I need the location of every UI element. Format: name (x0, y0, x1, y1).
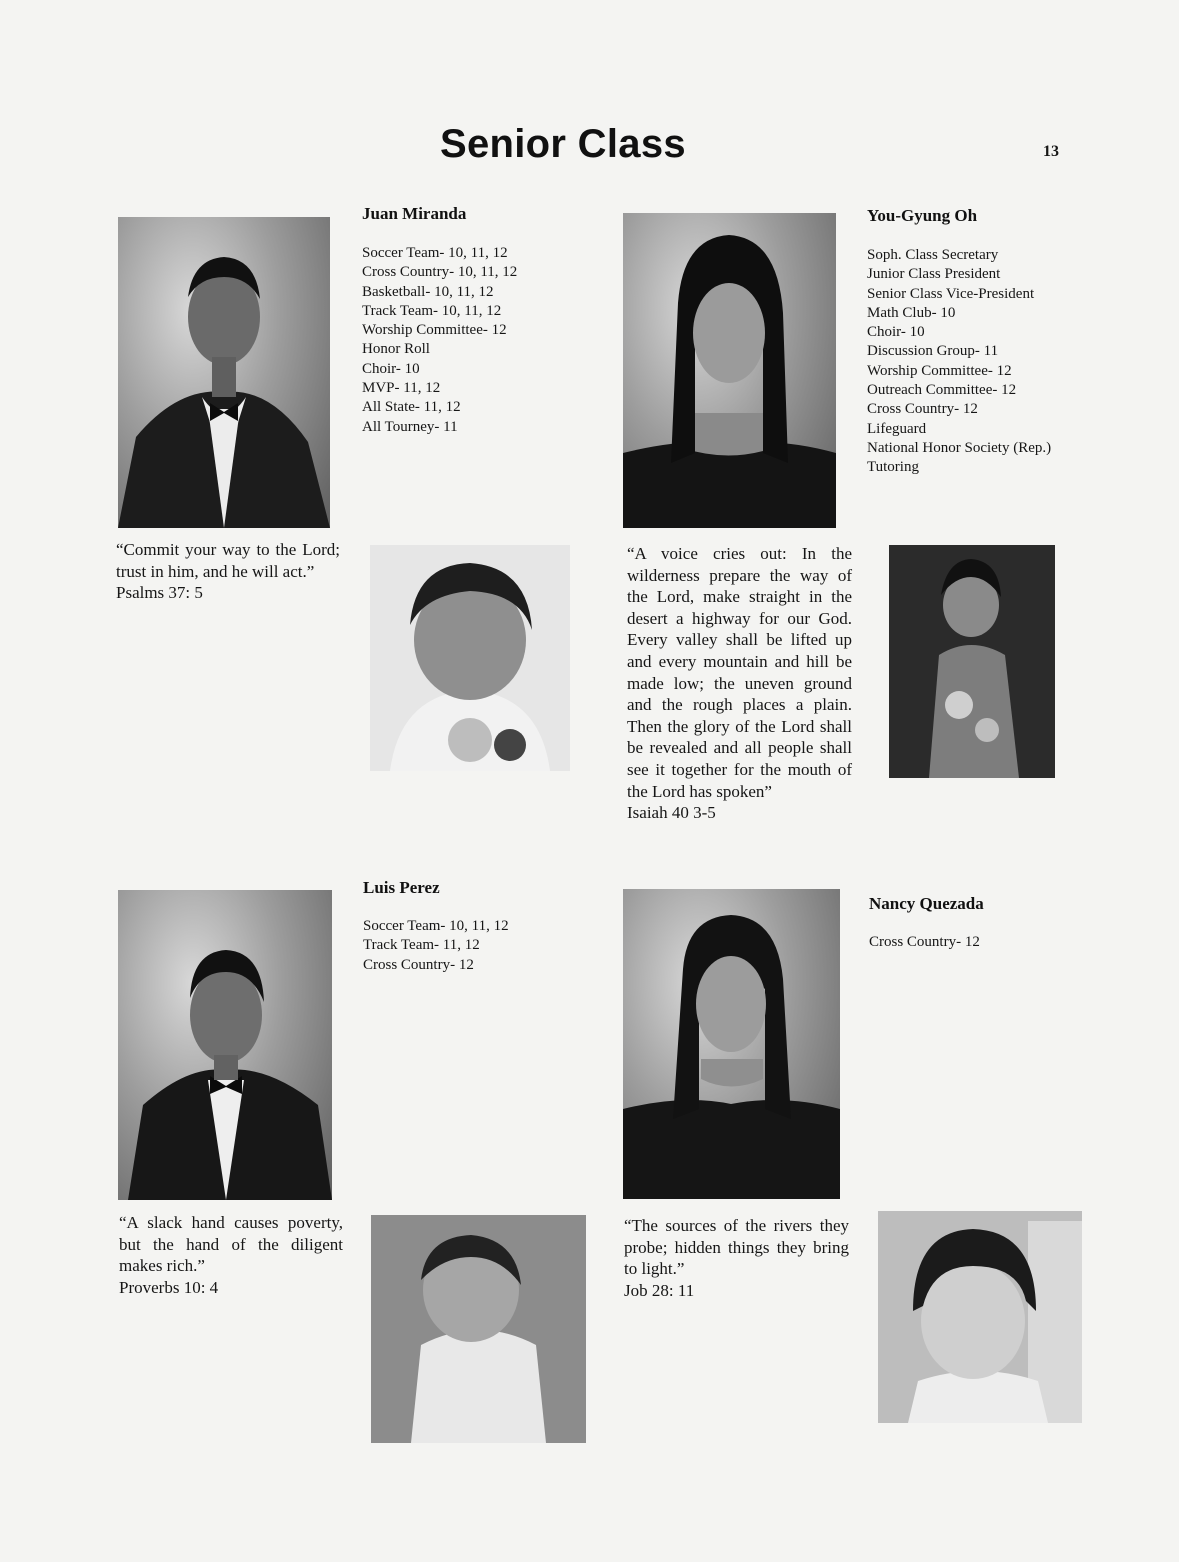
senior-portrait-nancy-quezada (623, 889, 840, 1199)
activity-item: Cross Country- 12 (867, 401, 978, 418)
page-title: Senior Class (440, 122, 686, 166)
student-name: You-Gyung Oh (867, 206, 978, 225)
activity-item: Choir- 10 (362, 360, 420, 377)
activity-item: Junior Class President (867, 266, 1001, 283)
activity-list (869, 933, 1069, 952)
quote-text: “A slack hand causes poverty, but the hand of the diligent makes rich.” (119, 1213, 343, 1276)
activity-item: Cross Country- 12 (869, 934, 980, 950)
baby-photo-luis-perez (371, 1215, 586, 1443)
activity-item: Soccer Team- 10, 11, 12 (363, 918, 509, 934)
senior-quote (624, 1215, 849, 1301)
quote-reference: Job 28: 11 (624, 1280, 695, 1300)
activity-item: National Honor Society (Rep.) (867, 439, 1052, 456)
activity-item: Tutoring (867, 459, 919, 476)
activity-item: All Tourney- 11 (362, 418, 458, 435)
activity-item: Basketball- 10, 11, 12 (362, 283, 494, 300)
activity-list (867, 246, 1087, 478)
activity-item: Senior Class Vice-President (867, 285, 1035, 302)
senior-quote (119, 1212, 343, 1298)
student-name: Nancy Quezada (869, 894, 984, 913)
quote-text: “Commit your way to the Lord; trust in him, and he will act.” (116, 540, 340, 581)
quote-reference: Isaiah 40 3-5 (627, 803, 716, 823)
activity-item: Cross Country- 12 (363, 956, 474, 973)
senior-portrait-you-gyung-oh (623, 213, 836, 528)
activity-item: Math Club- 10 (867, 304, 956, 321)
activity-item: Track Team- 10, 11, 12 (362, 302, 502, 319)
activity-item: Honor Roll (362, 341, 430, 358)
quote-text: “The sources of the rivers they probe; hidden things they bring to light.” (624, 1216, 849, 1279)
activity-item: Outreach Committee- 12 (867, 382, 1017, 399)
activity-item: Track Team- 11, 12 (363, 937, 480, 954)
activity-item: Soccer Team- 10, 11, 12 (362, 245, 508, 261)
activity-item: Worship Committee- 12 (867, 362, 1012, 379)
baby-photo-nancy-quezada (878, 1211, 1082, 1423)
activity-item: All State- 11, 12 (362, 399, 461, 416)
page-number: 13 (1043, 143, 1059, 160)
activity-item: Cross Country- 10, 11, 12 (362, 264, 518, 281)
baby-photo-you-gyung-oh (889, 545, 1055, 778)
activity-item: Discussion Group- 11 (867, 343, 999, 360)
senior-portrait-juan-miranda (118, 217, 330, 528)
activity-item: Worship Committee- 12 (362, 322, 507, 339)
activity-list (362, 244, 562, 437)
activity-list (363, 917, 563, 975)
activity-item: Choir- 10 (867, 324, 925, 341)
student-name: Luis Perez (363, 878, 440, 897)
baby-photo-juan-miranda (370, 545, 570, 771)
senior-quote (116, 539, 340, 604)
senior-portrait-luis-perez (118, 890, 332, 1200)
quote-reference: Psalms 37: 5 (116, 583, 203, 603)
quote-text: “A voice cries out: In the wilderness prepare the way of the Lord, make straight in the desert a highway for our God. Every valley shall be lifted up and every mountain and hill be made low; the uneven ground and the rough places a plain. Then the glory of the Lord shall be revealed and all people shall see it together for the mouth of the Lord has spoken” (627, 544, 852, 801)
activity-item: Lifeguard (867, 420, 927, 437)
senior-quote (627, 543, 852, 824)
student-name: Juan Miranda (362, 204, 467, 223)
quote-reference: Proverbs 10: 4 (119, 1277, 219, 1297)
activity-item: Soph. Class Secretary (867, 247, 999, 263)
activity-item: MVP- 11, 12 (362, 380, 441, 397)
